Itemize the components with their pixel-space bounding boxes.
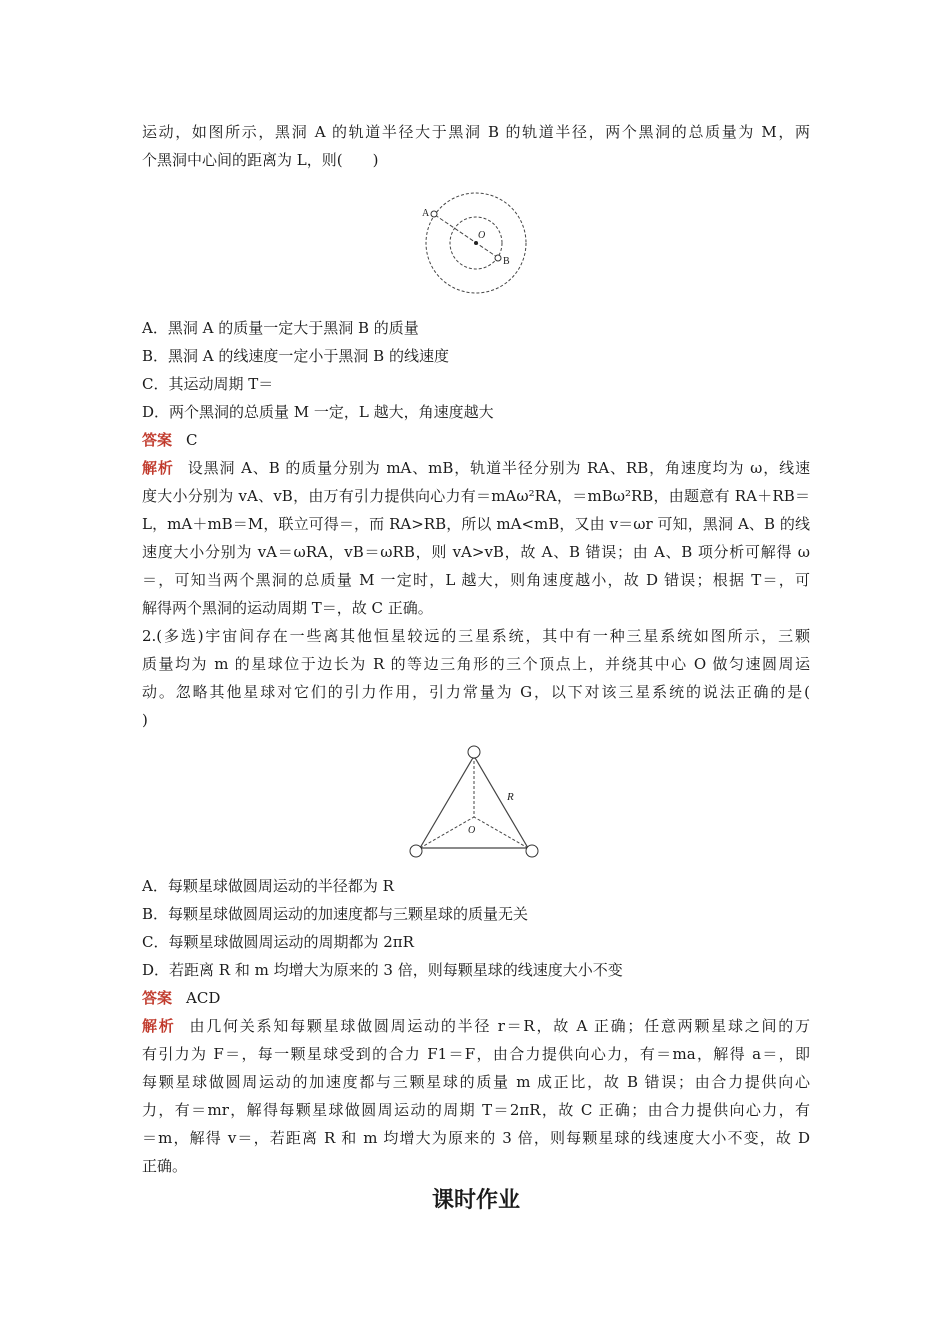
q2-answer: [142, 984, 810, 1012]
q2-stem-line1: 2.(多选)宇宙间存在一些离其他恒星较远的三星系统，其中有一种三星系统如图所示，三颗: [142, 627, 810, 645]
three-star-figure: [142, 740, 810, 862]
radius-right: [474, 817, 528, 848]
binary-black-hole-figure: [142, 182, 810, 304]
q1-analysis-line5: ＝，可知当两个黑洞的总质量 M 一定时，L 越大，则角速度越小，故 D 错误；根据 T＝，可: [142, 571, 810, 589]
q1-option-b: B．黑洞 A 的线速度一定小于黑洞 B 的线速度: [142, 347, 449, 365]
label-r: R: [507, 791, 514, 803]
q1-analysis-line6: 解得两个黑洞的运动周期 T＝，故 C 正确。: [142, 599, 433, 617]
q2-analysis-line3: 每颗星球做圆周运动的加速度都与三颗星球的质量 m 成正比，故 B 错误；由合力提供向心: [142, 1073, 810, 1091]
star-top: [468, 746, 480, 758]
q2-stem-line2: 质量均为 m 的星球位于边长为 R 的等边三角形的三个顶点上，并绕其中心 O 做匀速圆周运: [142, 655, 810, 673]
black-hole-a: [431, 211, 437, 217]
binary-orbit-diagram: [410, 182, 540, 304]
q2-analysis-line2: 有引力为 F＝，每一颗星球受到的合力 F1＝F，由合力提供向心力，有＝ma，解得 a＝，即: [142, 1045, 810, 1063]
label-o: O: [478, 230, 486, 241]
q1-analysis-line3: L，mA＋mB＝M，联立可得＝，而 RA>RB，所以 mA<mB，又由 v＝ωr 可知，黑洞 A、B 的线: [142, 515, 810, 533]
black-hole-b: [495, 255, 501, 261]
star-right: [526, 845, 538, 857]
q2-analysis-line6: 正确。: [142, 1157, 188, 1175]
q2-stem-line4: ): [142, 711, 148, 729]
q2-analysis-line4: 力，有＝mr，解得每颗星球做圆周运动的周期 T＝2πR，故 C 正确；由合力提供向心力，有: [142, 1101, 810, 1119]
q1-analysis-line2: 度大小分别为 vA、vB，由万有引力提供向心力有＝mAω²RA，＝mBω²RB，由题意有 RA＋RB＝: [142, 487, 810, 505]
document-page: [142, 118, 810, 1218]
label-o: O: [468, 825, 476, 836]
label-b: B: [503, 256, 510, 267]
radius-left: [420, 817, 474, 848]
triangle-diagram: [404, 740, 544, 862]
q1-option-d: D．两个黑洞的总质量 M 一定，L 越大，角速度越大: [142, 403, 494, 421]
q1-option-a: A．黑洞 A 的质量一定大于黑洞 B 的质量: [142, 319, 419, 337]
q1-analysis-line4: 速度大小分别为 vA＝ωRA，vB＝ωRB，则 vA>vB，故 A、B 错误；由 A、B 项分析可解得 ω: [142, 543, 810, 561]
q2-analysis-line1: 解析 由几何关系知每颗星球做圆周运动的半径 r＝R，故 A 正确；任意两颗星球之间的万: [142, 1017, 810, 1035]
connecting-line: [435, 215, 497, 257]
q2-option-d: D．若距离 R 和 m 均增大为原来的 3 倍，则每颗星球的线速度大小不变: [142, 961, 623, 979]
section-title: 课时作业: [431, 1188, 520, 1213]
q1-answer: [142, 426, 810, 454]
analysis-label: 解析: [142, 459, 174, 477]
q1-analysis-line1: 解析 设黑洞 A、B 的质量分别为 mA、mB，轨道半径分别为 RA、RB，角速度均为 ω，线速: [142, 459, 810, 477]
q1-stem-line1: 运动，如图所示，黑洞 A 的轨道半径大于黑洞 B 的轨道半径，两个黑洞的总质量为 M，两: [142, 123, 810, 141]
q2-option-b: B．每颗星球做圆周运动的加速度都与三颗星球的质量无关: [142, 905, 529, 923]
q1-stem-line2: 个黑洞中心间的距离为 L，则( ): [142, 151, 379, 169]
q2-stem-line3: 动。忽略其他星球对它们的引力作用，引力常量为 G，以下对该三星系统的说法正确的是(: [142, 683, 810, 701]
q2-analysis-line5: ＝m，解得 v＝，若距离 R 和 m 均增大为原来的 3 倍，则每颗星球的线速度大小不变，故 D: [142, 1129, 810, 1147]
answer-label: 答案: [142, 989, 173, 1007]
label-a: A: [422, 208, 430, 219]
q2-option-c: C．每颗星球做圆周运动的周期都为 2πR: [142, 933, 414, 951]
q2-answer-value: ACD: [186, 989, 221, 1007]
q1-option-c: C．其运动周期 T＝: [142, 375, 274, 393]
answer-label: 答案: [142, 431, 173, 449]
q1-answer-value: C: [186, 431, 198, 449]
center-point: [474, 241, 478, 245]
analysis-label: 解析: [142, 1017, 176, 1035]
q2-option-a: A．每颗星球做圆周运动的半径都为 R: [142, 877, 394, 895]
star-left: [410, 845, 422, 857]
